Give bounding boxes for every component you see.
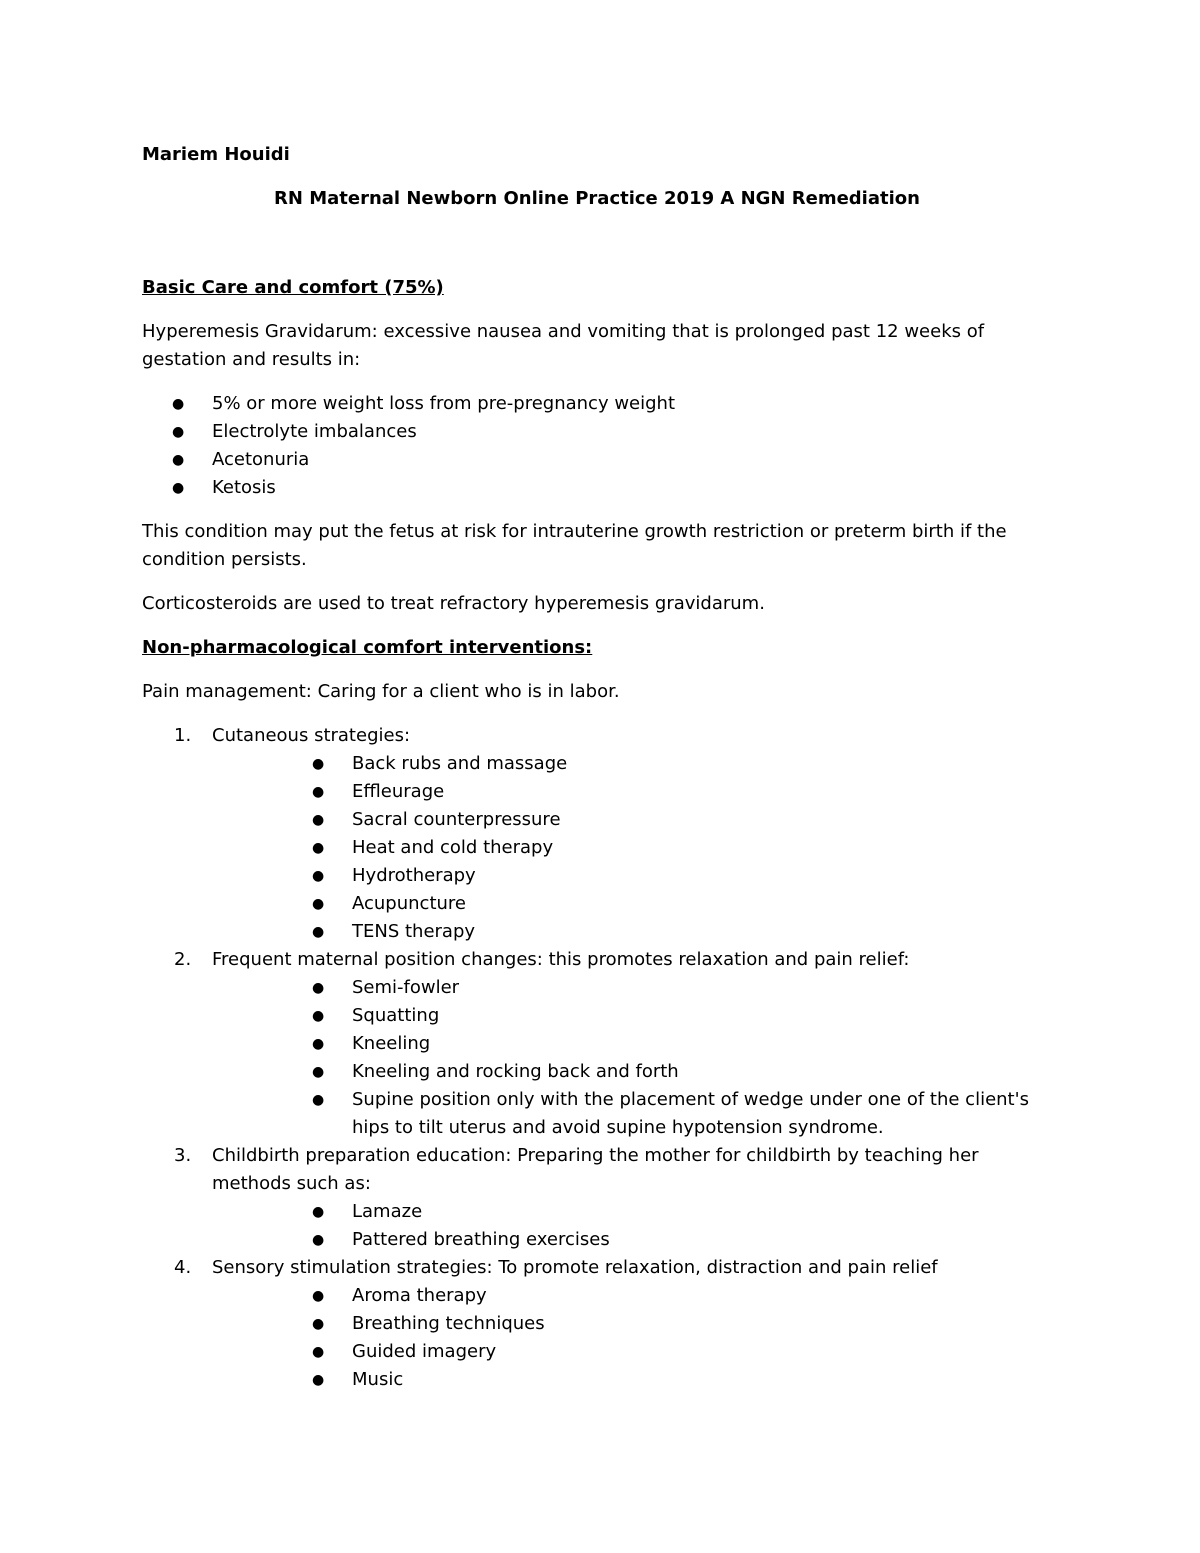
bullet-dot-icon: ●: [172, 424, 185, 440]
document-page: [142, 141, 1052, 1394]
bullet-dot-icon: ●: [172, 452, 185, 468]
list-item: [142, 390, 1052, 418]
sub-item-text: Back rubs and massage: [352, 753, 568, 774]
sub-list-item: [312, 974, 1052, 1002]
item-text: Childbirth preparation education: Preparing the mother for childbirth by teaching her methods such as:: [212, 1145, 979, 1194]
sub-item-text: Acupuncture: [352, 893, 466, 914]
fetal-risk-paragraph: This condition may put the fetus at risk for intrauterine growth restriction or preterm birth if the condition persists.: [142, 521, 1007, 570]
numbered-item-1: [142, 722, 1052, 946]
sub-item-text: Kneeling and rocking back and forth: [352, 1061, 679, 1082]
sub-item-text: Heat and cold therapy: [352, 837, 554, 858]
bullet-dot-icon: ●: [312, 756, 325, 772]
list-item-text: Ketosis: [212, 477, 276, 498]
section-heading-comfort-interventions: Non-pharmacological comfort interventions:: [142, 637, 593, 658]
bullet-dot-icon: ●: [312, 1036, 325, 1052]
sub-item-text: Pattered breathing exercises: [352, 1229, 610, 1250]
list-item: [142, 474, 1052, 502]
sub-item-text: Hydrotherapy: [352, 865, 476, 886]
hyperemesis-intro: Hyperemesis Gravidarum: excessive nausea and vomiting that is prolonged past 12 weeks of gestation and results in:: [142, 321, 985, 370]
list-item: [142, 446, 1052, 474]
sub-list-item: [312, 890, 1052, 918]
bullet-dot-icon: ●: [312, 1372, 325, 1388]
sub-list-item: [312, 1226, 1052, 1254]
sub-item-text: Aroma therapy: [352, 1285, 487, 1306]
sub-item-text: Lamaze: [352, 1201, 423, 1222]
list-item-text: Acetonuria: [212, 449, 310, 470]
bullet-dot-icon: ●: [172, 480, 185, 496]
sub-list-item: [312, 1086, 1052, 1142]
item-number: 3.: [174, 1145, 192, 1166]
bullet-dot-icon: ●: [172, 396, 185, 412]
sub-item-text: Sacral counterpressure: [352, 809, 561, 830]
bullet-dot-icon: ●: [312, 1316, 325, 1332]
sub-list: [212, 1282, 1052, 1394]
sub-list: [212, 750, 1052, 946]
bullet-dot-icon: ●: [312, 1064, 325, 1080]
item-number: 4.: [174, 1257, 192, 1278]
bullet-dot-icon: ●: [312, 1232, 325, 1248]
hyperemesis-results-list: [142, 390, 1052, 502]
bullet-dot-icon: ●: [312, 1204, 325, 1220]
bullet-dot-icon: ●: [312, 1344, 325, 1360]
sub-list: [212, 974, 1052, 1142]
section-heading-basic-care: Basic Care and comfort (75%): [142, 277, 444, 298]
sub-item-text: Kneeling: [352, 1033, 431, 1054]
list-item-text: Electrolyte imbalances: [212, 421, 417, 442]
document-title: RN Maternal Newborn Online Practice 2019 A NGN Remediation: [274, 188, 920, 209]
bullet-dot-icon: ●: [312, 896, 325, 912]
list-item-text: 5% or more weight loss from pre-pregnancy weight: [212, 393, 676, 414]
bullet-dot-icon: ●: [312, 1092, 325, 1108]
sub-list-item: [312, 862, 1052, 890]
list-item: [142, 418, 1052, 446]
sub-item-text: Breathing techniques: [352, 1313, 545, 1334]
bullet-dot-icon: ●: [312, 1008, 325, 1024]
pain-management-intro: Pain management: Caring for a client who is in labor.: [142, 681, 620, 702]
sub-list-item: [312, 1310, 1052, 1338]
bullet-dot-icon: ●: [312, 868, 325, 884]
bullet-dot-icon: ●: [312, 784, 325, 800]
numbered-item-3: [142, 1142, 1052, 1254]
sub-list-item: [312, 806, 1052, 834]
sub-item-text: Squatting: [352, 1005, 440, 1026]
item-text: Cutaneous strategies:: [212, 725, 411, 746]
sub-list-item: [312, 750, 1052, 778]
sub-list-item: [312, 1282, 1052, 1310]
sub-list-item: [312, 1030, 1052, 1058]
numbered-item-4: [142, 1254, 1052, 1394]
bullet-dot-icon: ●: [312, 924, 325, 940]
sub-item-text: Supine position only with the placement of wedge under one of the client's hips to tilt uterus and avoid supine hypotension syndrome.: [352, 1089, 1029, 1138]
item-number: 1.: [174, 725, 192, 746]
corticosteroids-paragraph: Corticosteroids are used to treat refractory hyperemesis gravidarum.: [142, 593, 765, 614]
sub-item-text: Effleurage: [352, 781, 445, 802]
sub-list-item: [312, 1338, 1052, 1366]
item-number: 2.: [174, 949, 192, 970]
sub-list: [212, 1198, 1052, 1254]
bullet-dot-icon: ●: [312, 840, 325, 856]
sub-list-item: [312, 1198, 1052, 1226]
sub-list-item: [312, 1058, 1052, 1086]
item-text: Frequent maternal position changes: this promotes relaxation and pain relief:: [212, 949, 910, 970]
sub-item-text: TENS therapy: [352, 921, 476, 942]
author-name: Mariem Houidi: [142, 144, 290, 165]
interventions-numbered-list: [142, 722, 1052, 1394]
sub-list-item: [312, 1366, 1052, 1394]
bullet-dot-icon: ●: [312, 812, 325, 828]
item-text: Sensory stimulation strategies: To promote relaxation, distraction and pain relief: [212, 1257, 938, 1278]
bullet-dot-icon: ●: [312, 1288, 325, 1304]
sub-list-item: [312, 834, 1052, 862]
numbered-item-2: [142, 946, 1052, 1142]
bullet-dot-icon: ●: [312, 980, 325, 996]
sub-item-text: Semi-fowler: [352, 977, 460, 998]
sub-list-item: [312, 778, 1052, 806]
sub-list-item: [312, 1002, 1052, 1030]
sub-item-text: Guided imagery: [352, 1341, 497, 1362]
sub-list-item: [312, 918, 1052, 946]
sub-item-text: Music: [352, 1369, 404, 1390]
